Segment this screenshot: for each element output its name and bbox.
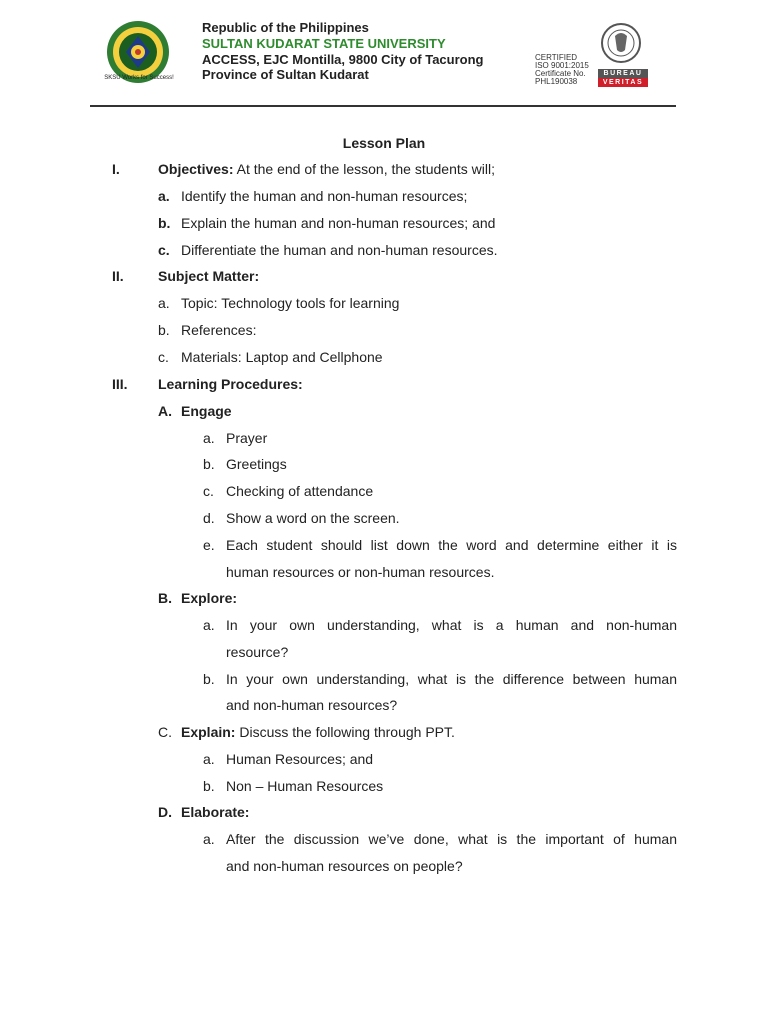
explain-heading-line	[181, 722, 455, 742]
list-item: Greetings	[226, 456, 287, 472]
list-item-continuation: resource?	[226, 644, 289, 660]
list-marker: b.	[158, 322, 170, 338]
list-item: Materials: Laptop and Cellphone	[181, 349, 383, 365]
section-heading: Objectives:	[158, 161, 234, 177]
campus-address: ACCESS, EJC Montilla, 9800 City of Tacurong	[202, 52, 484, 67]
logo-caption: SKSU Works for Success!	[104, 75, 174, 81]
list-marker: b.	[203, 778, 215, 794]
header-divider	[90, 105, 676, 107]
list-item: Explain the human and non-human resources; and	[181, 215, 496, 231]
list-item: Each student should list down the word and determine either it is	[226, 537, 677, 553]
section-heading: Subject Matter:	[158, 268, 260, 284]
list-item: After the discussion we’ve done, what is the important of human	[226, 831, 677, 847]
page-title: Lesson Plan	[342, 135, 426, 151]
subsection-marker: B.	[158, 590, 172, 606]
list-item: Checking of attendance	[226, 483, 374, 499]
bureau-label: BUREAU	[598, 69, 648, 78]
bureau-veritas-seal-icon	[600, 18, 642, 68]
section-heading: Learning Procedures:	[158, 376, 303, 392]
list-marker: b.	[158, 215, 171, 231]
republic-line: Republic of the Philippines	[202, 20, 369, 35]
section-intro: At the end of the lesson, the students will;	[233, 161, 495, 177]
list-item-continuation: human resources or non-human resources.	[226, 564, 495, 580]
list-item: Topic: Technology tools for learning	[181, 295, 400, 311]
subsection-marker: C.	[158, 724, 172, 740]
cert-line-2: ISO 9001:2015	[535, 61, 589, 70]
subsection-heading: Engage	[181, 403, 232, 419]
list-marker: a.	[203, 831, 215, 847]
list-item: In your own understanding, what is the difference between human	[226, 671, 677, 687]
cert-line-4: PHL190038	[535, 77, 578, 86]
subsection-heading: Explain:	[181, 724, 236, 740]
list-item: Identify the human and non-human resources;	[181, 188, 468, 204]
list-item: Human Resources; and	[226, 751, 374, 767]
cert-line-1: CERTIFIED	[535, 53, 578, 62]
subsection-text: Discuss the following through PPT.	[235, 724, 455, 740]
list-marker: c.	[158, 242, 170, 258]
list-marker: a.	[158, 295, 170, 311]
veritas-label: VERITAS	[598, 78, 648, 87]
list-item: In your own understanding, what is a human and non-human	[226, 617, 677, 633]
list-marker: a.	[203, 617, 215, 633]
section-number: I.	[112, 161, 120, 177]
list-item: Prayer	[226, 430, 268, 446]
section-number: II.	[112, 268, 124, 284]
list-item: Show a word on the screen.	[226, 510, 400, 526]
subsection-heading: Elaborate:	[181, 804, 250, 820]
list-marker: e.	[203, 537, 215, 553]
cert-line-3: Certificate No.	[535, 69, 586, 78]
subsection-marker: D.	[158, 804, 172, 820]
list-marker: b.	[203, 456, 215, 472]
list-item: References:	[181, 322, 257, 338]
objectives-heading-line	[158, 159, 495, 179]
university-name: SULTAN KUDARAT STATE UNIVERSITY	[202, 36, 446, 51]
subsection-heading: Explore:	[181, 590, 238, 606]
list-marker: c.	[203, 483, 214, 499]
list-marker: a.	[203, 430, 215, 446]
province-line: Province of Sultan Kudarat	[202, 67, 369, 82]
list-item-continuation: and non-human resources?	[226, 697, 398, 713]
list-item-continuation: and non-human resources on people?	[226, 858, 463, 874]
subsection-marker: A.	[158, 403, 172, 419]
list-item: Non – Human Resources	[226, 778, 384, 794]
list-marker: a.	[203, 751, 215, 767]
list-marker: d.	[203, 510, 215, 526]
list-item: Differentiate the human and non-human resources.	[181, 242, 498, 258]
section-number: III.	[112, 376, 128, 392]
list-marker: b.	[203, 671, 215, 687]
list-marker: a.	[158, 188, 170, 204]
list-marker: c.	[158, 349, 169, 365]
